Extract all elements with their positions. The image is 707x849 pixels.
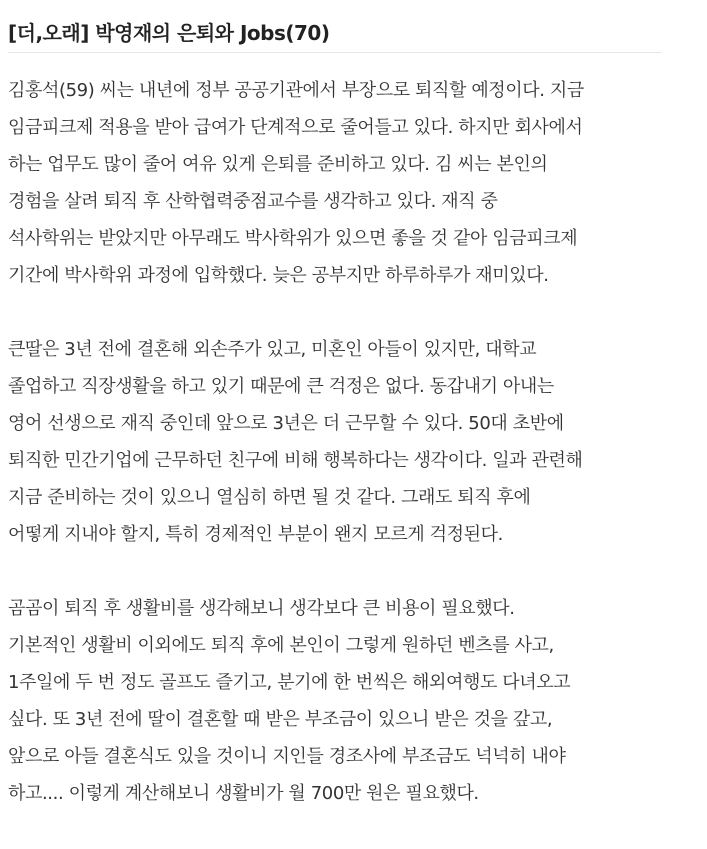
paragraph-line: 1주일에 두 번 정도 골프도 즐기고, 분기에 한 번씩은 해외여행도 다녀오고 (8, 672, 571, 693)
paragraph-line: 졸업하고 직장생활을 하고 있기 때문에 큰 걱정은 없다. 동갑내기 아내는 (8, 376, 554, 397)
paragraph-3 (8, 590, 688, 812)
paragraph-line: 퇴직한 민간기업에 근무하던 친구에 비해 행복하다는 생각이다. 일과 관련해 (8, 450, 583, 471)
paragraph-line: 곰곰이 퇴직 후 생활비를 생각해보니 생각보다 큰 비용이 필요했다. (8, 598, 515, 619)
paragraph-line: 싶다. 또 3년 전에 딸이 결혼할 때 받은 부조금이 있으니 받은 것을 갚고, (8, 709, 553, 730)
paragraph-line: 기본적인 생활비 이외에도 퇴직 후에 본인이 그렇게 원하던 벤츠를 사고, (8, 635, 554, 656)
paragraph-1 (8, 72, 688, 294)
paragraph-line: 기간에 박사학위 과정에 입학했다. 늦은 공부지만 하루하루가 재미있다. (8, 265, 549, 286)
paragraph-line: 큰딸은 3년 전에 결혼해 외손주가 있고, 미혼인 아들이 있지만, 대학교 (8, 339, 537, 360)
paragraph-line: 지금 준비하는 것이 있으니 열심히 하면 될 것 같다. 그래도 퇴직 후에 (8, 487, 531, 508)
paragraph-line: 석사학위는 받았지만 아무래도 박사학위가 있으면 좋을 것 같아 임금피크제 (8, 228, 578, 249)
paragraph-line: 임금피크제 적용을 받아 급여가 단계적으로 줄어들고 있다. 하지만 회사에서 (8, 117, 583, 138)
paragraph-line: 김홍석(59) 씨는 내년에 정부 공공기관에서 부장으로 퇴직할 예정이다. 지금 (8, 80, 584, 101)
paragraph-line: 하는 업무도 많이 줄어 여유 있게 은퇴를 준비하고 있다. 김 씨는 본인의 (8, 154, 548, 175)
title-divider (8, 52, 662, 53)
paragraph-line: 영어 선생으로 재직 중인데 앞으로 3년은 더 근무할 수 있다. 50대 초반에 (8, 413, 564, 434)
article-body (8, 72, 688, 849)
paragraph-line: 어떻게 지내야 할지, 특히 경제적인 부분이 왠지 모르게 걱정된다. (8, 524, 503, 545)
paragraph-2 (8, 331, 688, 553)
article-title: [더,오래] 박영재의 은퇴와 Jobs(70) (8, 21, 330, 46)
paragraph-line: 하고.... 이렇게 계산해보니 생활비가 월 700만 원은 필요했다. (8, 783, 479, 804)
paragraph-line: 앞으로 아들 결혼식도 있을 것이니 지인들 경조사에 부조금도 넉넉히 내야 (8, 746, 566, 767)
paragraph-line: 경험을 살려 퇴직 후 산학협력중점교수를 생각하고 있다. 재직 중 (8, 191, 498, 212)
